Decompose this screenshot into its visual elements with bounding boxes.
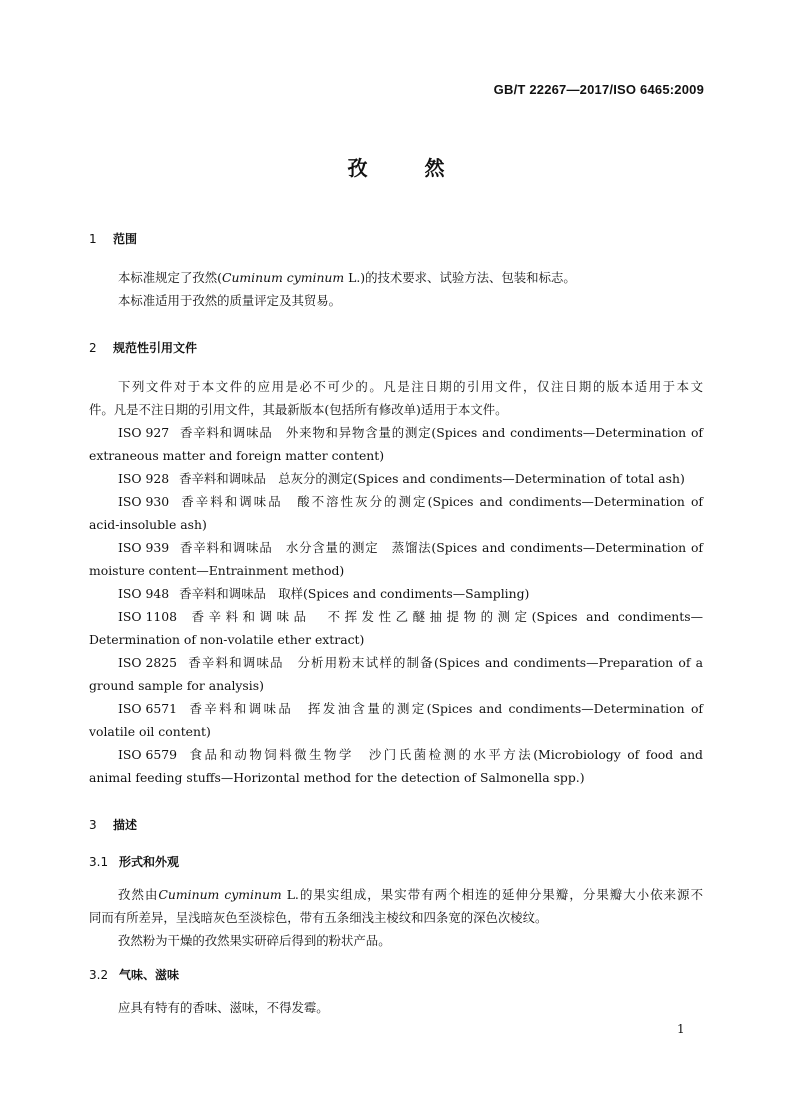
reference-continuation: extraneous matter and foreign matter content) <box>89 448 385 463</box>
reference-code: ISO 939 <box>118 540 170 555</box>
reference-title: 香辛料和调味品 挥发油含量的测定(Spices and condiments—Determination of <box>187 701 703 716</box>
section-number: 3 <box>89 818 97 832</box>
reference-continuation: moisture content—Entrainment method) <box>89 563 345 578</box>
section-number: 2 <box>89 341 97 355</box>
document-title: 孜 然 <box>347 156 445 180</box>
standard-code: GB/T 22267—2017/ISO 6465:2009 <box>493 82 704 97</box>
reference-title: 香辛料和调味品 不挥发性乙醚抽提物的测定(Spices and condiments— <box>187 609 703 624</box>
reference-code: ISO 927 <box>118 425 170 440</box>
reference-line <box>118 421 703 444</box>
reference-code: ISO 6579 <box>118 747 178 762</box>
reference-title: 香辛料和调味品 总灰分的测定(Spices and condiments—Determination of total ash) <box>179 471 685 486</box>
reference-code: ISO 2825 <box>118 655 178 670</box>
reference-continuation: Determination of non-volatile ether extract) <box>89 632 365 647</box>
section-3-heading <box>89 816 137 833</box>
section-title: 形式和外观 <box>119 855 180 869</box>
reference-title: 香辛料和调味品 取样(Spices and condiments—Sampling) <box>179 586 530 601</box>
reference-code: ISO 948 <box>118 586 170 601</box>
section-2-heading <box>89 339 197 356</box>
paragraph-line: 下列文件对于本文件的应用是必不可少的。凡是注日期的引用文件，仅注日期的版本适用于本文 <box>118 379 703 394</box>
section-number: 3.1 <box>89 855 109 869</box>
reference-title: 香辛料和调味品 分析用粉末试样的制备(Spices and condiments—Preparation of a <box>187 655 703 670</box>
paragraph: 应具有特有的香味、滋味，不得发霉。 <box>118 1000 329 1015</box>
section-title: 规范性引用文件 <box>113 341 198 355</box>
paragraph <box>118 266 703 289</box>
reference-continuation: acid-insoluble ash) <box>89 517 207 532</box>
reference-line <box>118 697 703 720</box>
reference-code: ISO 928 <box>118 471 170 486</box>
section-title: 范围 <box>113 232 138 246</box>
text: L.的果实组成，果实带有两个相连的延伸分果瓣，分果瓣大小依来源不 <box>281 887 704 902</box>
reference-line <box>118 651 703 674</box>
reference-line <box>118 743 703 766</box>
section-1-heading <box>89 230 137 247</box>
paragraph: 孜然粉为干燥的孜然果实研碎后得到的粉状产品。 <box>118 933 391 948</box>
section-number: 1 <box>89 232 97 246</box>
scientific-name: Cuminum cyminum <box>158 887 282 902</box>
reference-title: 香辛料和调味品 外来物和异物含量的测定(Spices and condiments—Determination of <box>179 425 703 440</box>
reference-code: ISO 1108 <box>118 609 178 624</box>
paragraph: 本标准适用于孜然的质量评定及其贸易。 <box>118 293 342 308</box>
reference-continuation: animal feeding stuffs—Horizontal method for the detection of Salmonella spp.) <box>89 770 585 785</box>
reference-code: ISO 6571 <box>118 701 178 716</box>
section-number: 3.2 <box>89 968 109 982</box>
section-3-1-heading <box>89 853 179 870</box>
section-title: 描述 <box>113 818 138 832</box>
paragraph-line <box>118 883 703 906</box>
reference-line <box>118 605 703 628</box>
reference-title: 食品和动物饲料微生物学 沙门氏菌检测的水平方法(Microbiology of food and <box>187 747 703 762</box>
text: L.)的技术要求、试验方法、包装和标志。 <box>344 270 576 285</box>
reference-line <box>118 536 703 559</box>
reference-continuation: ground sample for analysis) <box>89 678 264 693</box>
reference-code: ISO 930 <box>118 494 170 509</box>
text: 孜然由 <box>118 887 159 902</box>
reference-title: 香辛料和调味品 酸不溶性灰分的测定(Spices and condiments—Determination of <box>179 494 703 509</box>
paragraph-line: 同而有所差异，呈浅暗灰色至淡棕色，带有五条细浅主棱纹和四条宽的深色次棱纹。 <box>89 910 548 925</box>
paragraph-line: 件。凡是不注日期的引用文件，其最新版本(包括所有修改单)适用于本文件。 <box>89 402 508 417</box>
scientific-name: Cuminum cyminum <box>221 270 345 285</box>
reference-continuation: volatile oil content) <box>89 724 211 739</box>
text: 本标准规定了孜然( <box>118 270 222 285</box>
reference-title: 香辛料和调味品 水分含量的测定 蒸馏法(Spices and condiments—Determination of <box>179 540 703 555</box>
reference-line <box>118 467 703 490</box>
section-3-2-heading <box>89 966 179 983</box>
reference-line <box>118 582 703 605</box>
section-title: 气味、滋味 <box>119 968 180 982</box>
page-number: 1 <box>677 1022 685 1036</box>
reference-line <box>118 490 703 513</box>
